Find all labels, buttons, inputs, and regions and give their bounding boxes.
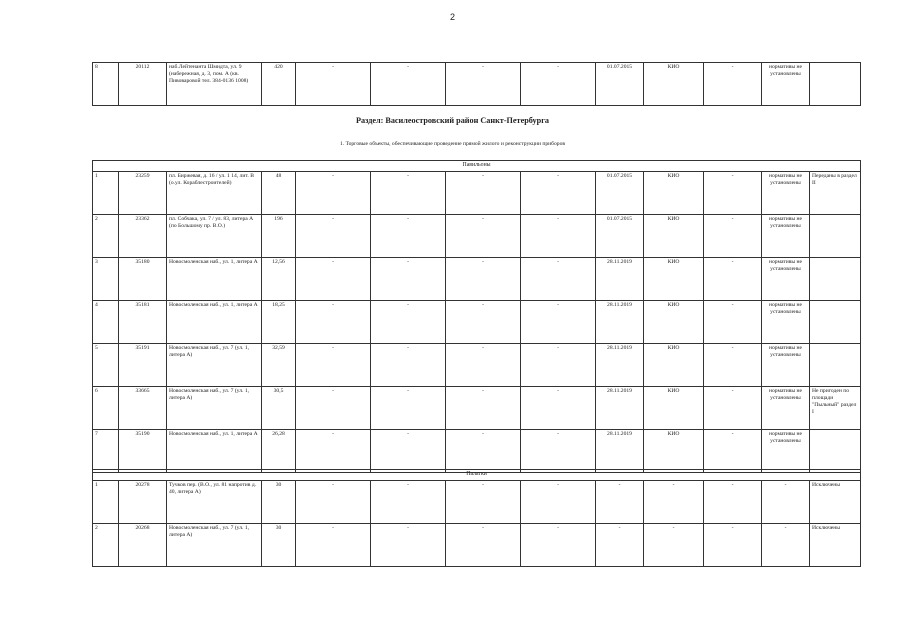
table-cell: 20112 <box>119 63 167 106</box>
table-cell: 3 <box>93 258 119 301</box>
table-cell: - <box>446 481 521 524</box>
table-cell: 8 <box>93 63 119 106</box>
table-row <box>93 258 861 301</box>
table-cell: - <box>296 387 371 430</box>
table-cell: - <box>446 258 521 301</box>
table-cell: 26,28 <box>262 430 296 473</box>
table-cell: - <box>296 301 371 344</box>
table-cell: 2 <box>93 524 119 567</box>
table-row <box>93 430 861 473</box>
table-cell: КИО <box>644 344 704 387</box>
table-cell: - <box>704 258 762 301</box>
table-cell: нормативы не установлены <box>762 387 810 430</box>
table-cell: - <box>446 387 521 430</box>
table-cell: - <box>446 63 521 106</box>
table-cell: Новосмоленская наб., ул. 7 (ул. 1, литера А) <box>167 524 262 567</box>
table-cell: Новосмоленская наб., ул. 7 (ул. 1, литера А) <box>167 387 262 430</box>
table-cell: - <box>596 524 644 567</box>
table-cell: 01.07.2015 <box>596 215 644 258</box>
table-cell: нормативы не установлены <box>762 344 810 387</box>
table-cell: Новосмоленская наб., ул. 1, литера А <box>167 301 262 344</box>
table-cell: пл. Биржевая, д. 16 / ул. 1 14, лит. В (о.ул. Кораблестроителей) <box>167 172 262 215</box>
table-cell: пл. Собчака, ул. 7 / ул. 83, литера А (по Большому пр. В.О.) <box>167 215 262 258</box>
table-cell: Тучков пер. (В.О., ул. 81 напротив д. 40, литера А) <box>167 481 262 524</box>
table-cell: - <box>521 172 596 215</box>
table-cell: 35190 <box>119 430 167 473</box>
table-cell: 2 <box>93 215 119 258</box>
table-cell <box>810 258 861 301</box>
table-cell: - <box>446 301 521 344</box>
table-cell: нормативы не установлены <box>762 301 810 344</box>
table-cell: Новосмоленская наб., ул. 1, литера А <box>167 430 262 473</box>
table-cell: - <box>704 215 762 258</box>
table-cell: 01.07.2015 <box>596 63 644 106</box>
table-cell <box>810 215 861 258</box>
table-cell: нормативы не установлены <box>762 430 810 473</box>
table-cell: - <box>446 524 521 567</box>
table-row <box>93 215 861 258</box>
table-cell: - <box>704 430 762 473</box>
table-cell: - <box>644 524 704 567</box>
table-cell: - <box>296 258 371 301</box>
table-cell: 12,56 <box>262 258 296 301</box>
table-cell: 35191 <box>119 344 167 387</box>
table-cell: - <box>296 481 371 524</box>
table-cell: 6 <box>93 387 119 430</box>
table-cell: 48 <box>262 172 296 215</box>
table-cell: - <box>596 481 644 524</box>
table-cell <box>810 344 861 387</box>
table-cell: 196 <box>262 215 296 258</box>
table-cell: - <box>521 63 596 106</box>
table-cell: 420 <box>262 63 296 106</box>
table-cell: - <box>371 481 446 524</box>
table-cell <box>810 430 861 473</box>
table-cell: 30,5 <box>262 387 296 430</box>
table-cell: - <box>704 63 762 106</box>
tents-table <box>92 469 861 567</box>
table-cell: 28.11.2019 <box>596 258 644 301</box>
table-cell: - <box>371 524 446 567</box>
table-cell: - <box>296 344 371 387</box>
table-cell: нормативы не установлены <box>762 172 810 215</box>
table-cell: - <box>521 258 596 301</box>
table-cell: нормативы не установлены <box>762 258 810 301</box>
table-cell: - <box>371 430 446 473</box>
table-cell: Не пригоден по площади "Пыльный" раздел I <box>810 387 861 430</box>
table-cell: Переданы в раздел II <box>810 172 861 215</box>
table-cell: 5 <box>93 344 119 387</box>
table-cell: 28.11.2019 <box>596 430 644 473</box>
table-cell: - <box>704 344 762 387</box>
group-label-tents: Палатки <box>93 470 861 481</box>
table-cell: - <box>446 215 521 258</box>
table-cell: - <box>704 172 762 215</box>
table-cell: - <box>371 301 446 344</box>
table-cell: - <box>521 524 596 567</box>
table-cell: 18,25 <box>262 301 296 344</box>
table-row <box>93 172 861 215</box>
table-cell: Исключены <box>810 481 861 524</box>
table-cell: 28.11.2019 <box>596 344 644 387</box>
table-cell: - <box>371 215 446 258</box>
section-title: Раздел: Василеостровский район Санкт-Петербурга <box>355 116 550 125</box>
table-cell: - <box>296 63 371 106</box>
table-cell: КИО <box>644 63 704 106</box>
page-number: 2 <box>449 12 455 22</box>
table-cell: 20278 <box>119 481 167 524</box>
table-cell <box>810 63 861 106</box>
top-table <box>92 62 861 106</box>
table-cell: - <box>371 344 446 387</box>
table-cell: Исключены <box>810 524 861 567</box>
table-cell: 28.11.2019 <box>596 301 644 344</box>
table-cell: - <box>521 481 596 524</box>
table-cell: КИО <box>644 172 704 215</box>
table-cell: - <box>296 172 371 215</box>
table-cell: - <box>521 215 596 258</box>
table-cell: - <box>371 63 446 106</box>
table-cell: - <box>704 524 762 567</box>
table-cell: нормативы не установлены <box>762 215 810 258</box>
table-cell: 30 <box>262 524 296 567</box>
table-cell: - <box>521 344 596 387</box>
table-row <box>93 524 861 567</box>
table-cell: 20268 <box>119 524 167 567</box>
table-cell <box>810 301 861 344</box>
table-cell: 4 <box>93 301 119 344</box>
table-cell: 7 <box>93 430 119 473</box>
table-cell: - <box>762 481 810 524</box>
table-cell: - <box>371 258 446 301</box>
table-row <box>93 301 861 344</box>
table-cell: 33665 <box>119 387 167 430</box>
table-cell: - <box>704 301 762 344</box>
table-cell: КИО <box>644 430 704 473</box>
table-cell: 23362 <box>119 215 167 258</box>
table-cell: КИО <box>644 387 704 430</box>
section-subtitle: 1. Торговые объекты, обеспечивающие проведение прямой жилого и реконструкции приборов <box>339 141 566 147</box>
table-cell: 35180 <box>119 258 167 301</box>
table-cell: - <box>521 387 596 430</box>
table-cell: - <box>296 215 371 258</box>
table-row <box>93 481 861 524</box>
table-cell: 32,59 <box>262 344 296 387</box>
table-cell: 1 <box>93 481 119 524</box>
table-cell: - <box>446 172 521 215</box>
table-cell: - <box>296 430 371 473</box>
table-row <box>93 344 861 387</box>
table-cell: 23259 <box>119 172 167 215</box>
table-cell: 28.11.2019 <box>596 387 644 430</box>
table-cell: - <box>704 387 762 430</box>
table-cell: наб.Лейтенанта Шмидта, ул. 9 (набережная, д. 3, пом. А (кв. Пивоваровой тел. 384-0136 1008) <box>167 63 262 106</box>
table-cell: - <box>446 344 521 387</box>
table-cell: - <box>521 430 596 473</box>
table-cell: - <box>762 524 810 567</box>
table-cell: - <box>704 481 762 524</box>
group-label-pavilions: Павильоны <box>93 161 861 172</box>
table-cell: КИО <box>644 301 704 344</box>
table-row <box>93 63 861 106</box>
table-cell: КИО <box>644 258 704 301</box>
table-cell: 35181 <box>119 301 167 344</box>
pavilions-table <box>92 160 861 473</box>
table-cell: - <box>371 172 446 215</box>
table-cell: нормативы не установлены <box>762 63 810 106</box>
table-cell: - <box>446 430 521 473</box>
table-cell: 30 <box>262 481 296 524</box>
table-cell: Новосмоленская наб., ул. 7 (ул. 1, литера А) <box>167 344 262 387</box>
table-cell: 01.07.2015 <box>596 172 644 215</box>
table-cell: Новосмоленская наб., ул. 1, литера А <box>167 258 262 301</box>
table-cell: - <box>521 301 596 344</box>
table-cell: - <box>296 524 371 567</box>
table-row <box>93 387 861 430</box>
table-cell: 1 <box>93 172 119 215</box>
table-cell: - <box>371 387 446 430</box>
table-cell: - <box>644 481 704 524</box>
table-cell: КИО <box>644 215 704 258</box>
